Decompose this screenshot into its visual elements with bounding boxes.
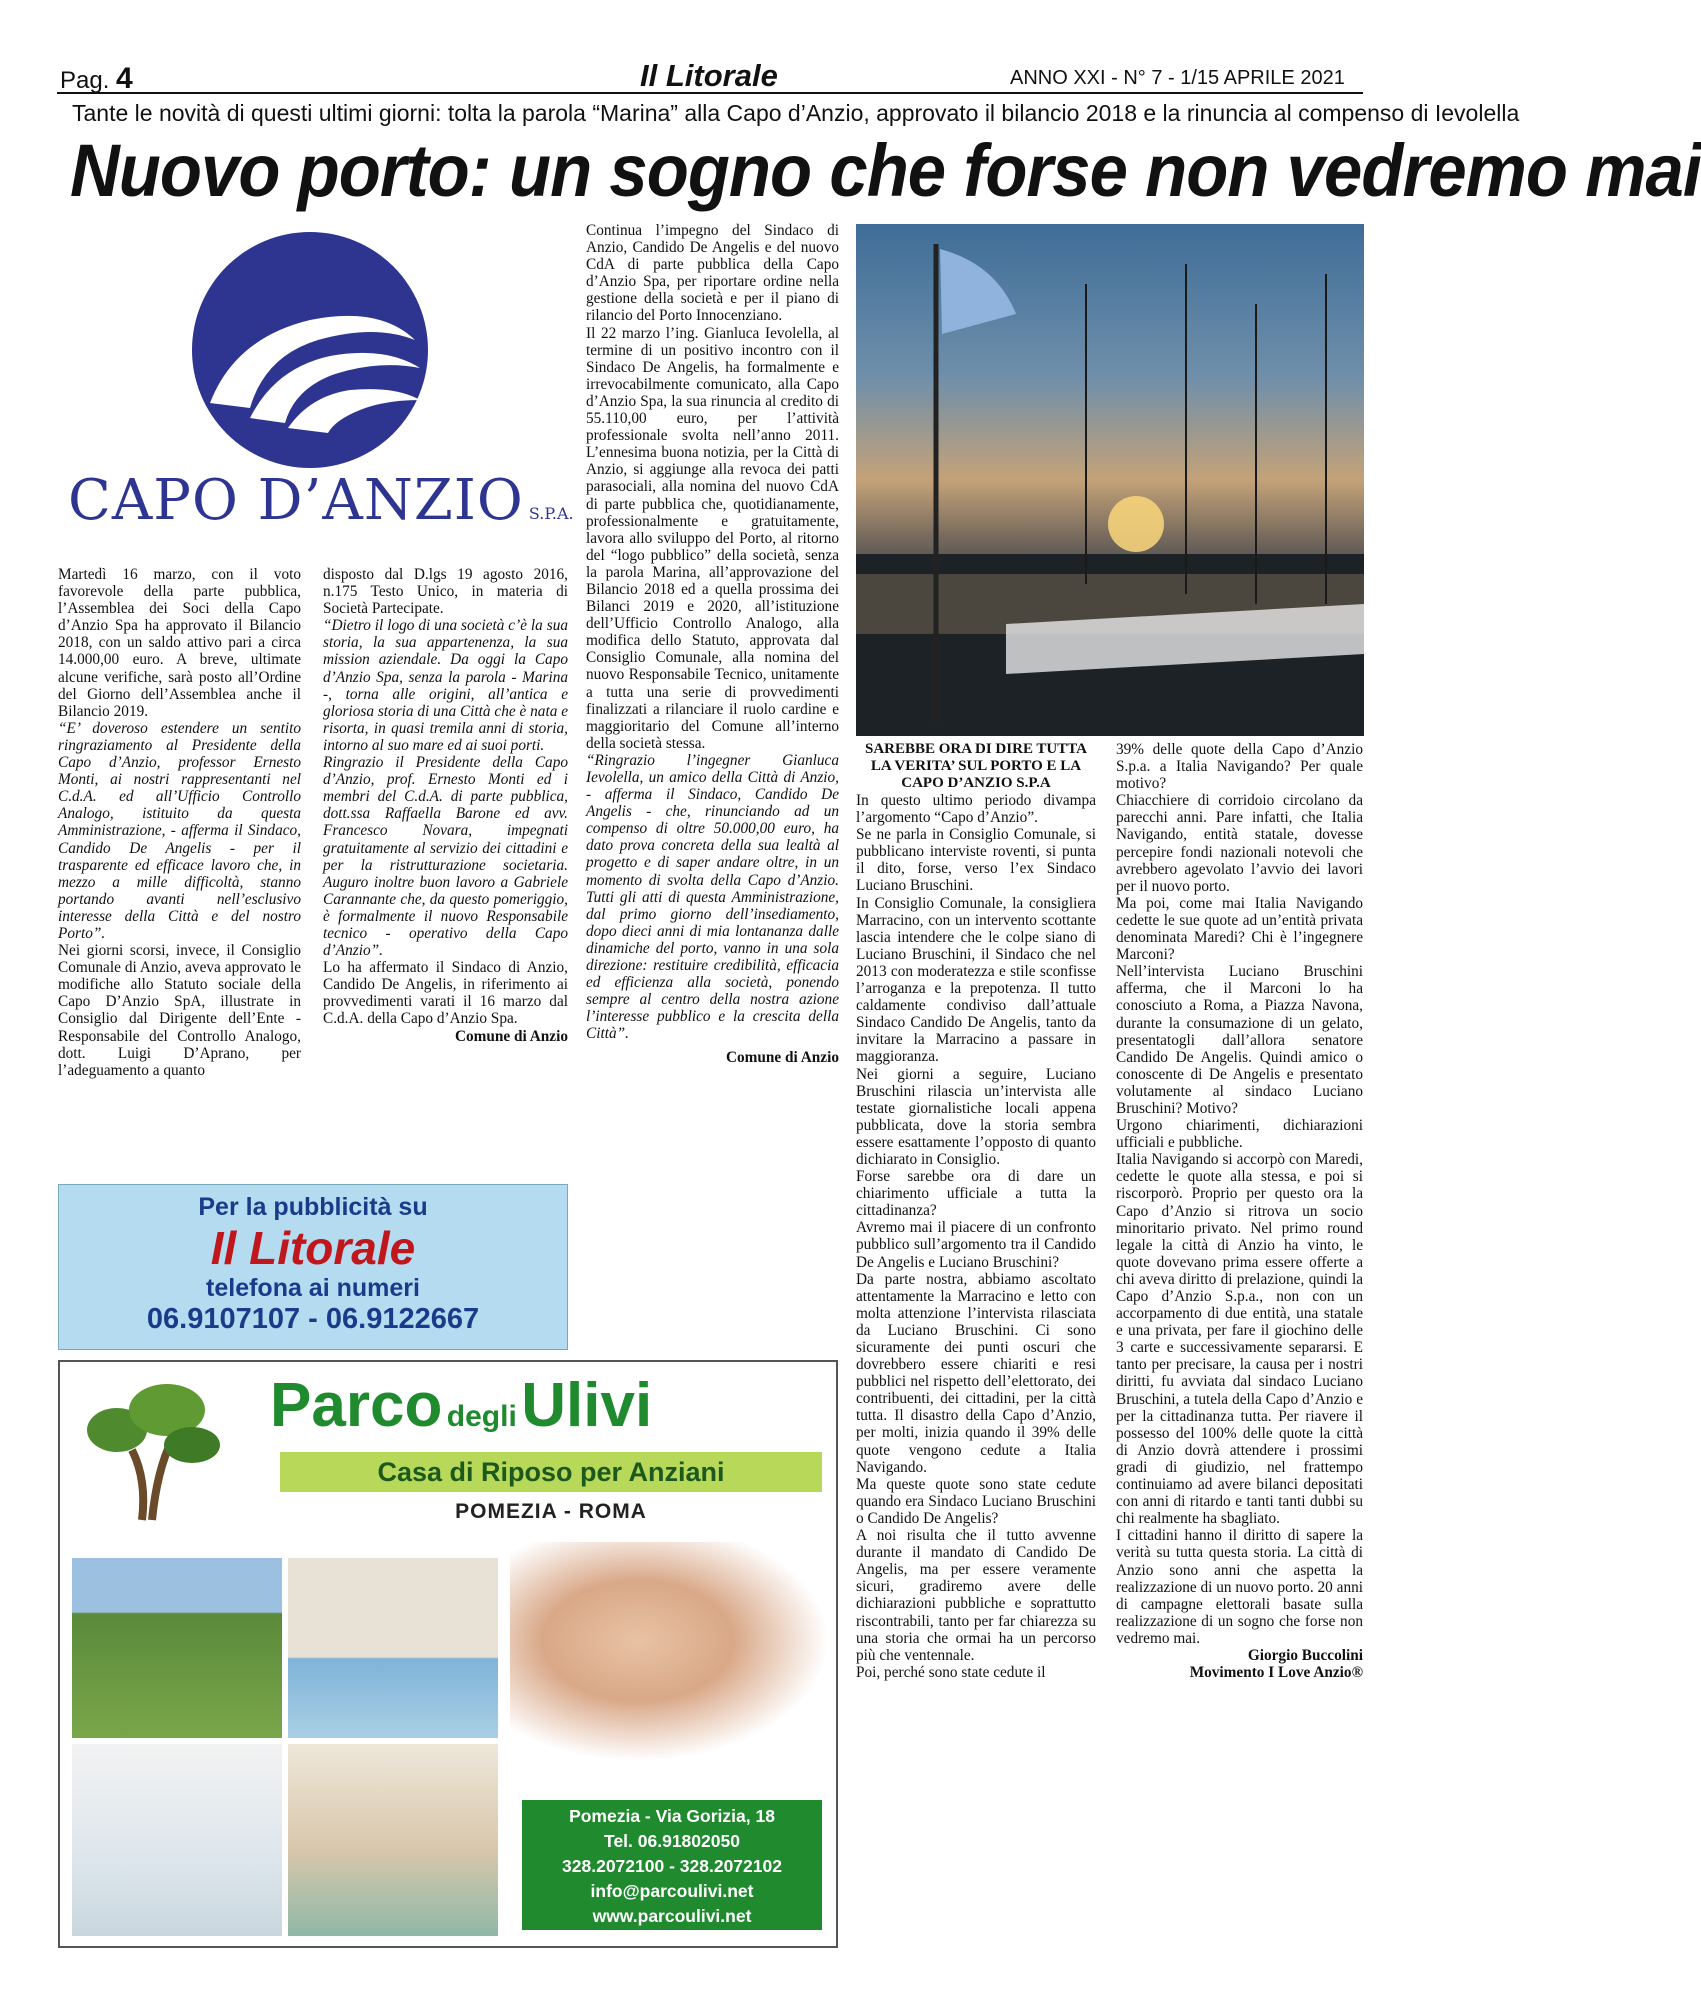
article1-signature: Comune di Anzio — [454, 1027, 568, 1045]
capo-danzio-logo — [60, 228, 574, 558]
ad2-brand3: Ulivi — [521, 1371, 653, 1440]
logo-emblem-icon — [60, 228, 560, 478]
ad2-contact-box — [522, 1800, 822, 1930]
article1-paragraph: “E’ doveroso estendere un sentito ringraziamento al Presidente della Capo d’Anzio, professor Ernesto Monti, ai nostri rappresentanti nel C.d.A. ed all’Ufficio Controllo Analogo, istituito da questa Amministrazione, - afferma il Sindaco, Candido De Angelis - per il trasparente ed efficace lavoro che, in mezzo a mille difficoltà, stanno portando avanti nell’esclusivo interesse della Città e del nostro Porto”. — [58, 719, 301, 942]
ad2-location: POMEZIA - ROMA — [455, 1500, 647, 1523]
article1-col1 — [58, 566, 301, 1178]
header-rule — [57, 92, 1363, 94]
article1-signature: Comune di Anzio — [725, 1048, 839, 1066]
article1-paragraph: Martedì 16 marzo, con il voto favorevole della parte pubblica, l’Assemblea dei Soci della Capo d’Anzio Spa ha approvato il Bilancio 2018, con un saldo attivo pari a circa 14.000,00 euro. A breve, ultimate alcune verifiche, sarà posto all’Ordine del Giorno dell’Assemblea anche il Bilancio 2019. — [58, 566, 301, 720]
ad2-address: Pomezia - Via Gorizia, 18 — [569, 1806, 775, 1826]
harbor-sunset-photo — [856, 224, 1364, 736]
page-number: Pag. 4 — [60, 62, 133, 95]
article2-col1 — [856, 741, 1096, 1941]
article2-paragraph: A noi risulta che il tutto avvenne durante il mandato di Candido De Angelis, ma per essere veramente sicuri, gradiremo avere delle dichiarazioni pubbliche e soprattutto riscontrabili, tanto per far chiarezza su una storia che ormai ha un percorso più che ventennale. — [856, 1527, 1096, 1664]
article2-paragraph: Nei giorni a seguire, Luciano Bruschini rilascia un’intervista alle testate giornalistiche locali appena pubblicata, dove la storia sembra essere esattamente l’opposto di quanto dichiarato in Consiglio. — [856, 1065, 1096, 1168]
ad2-photo-dining — [288, 1744, 498, 1936]
article1-paragraph: Ringrazio il Presidente della Capo d’Anzio, prof. Ernesto Monti ed i membri del C.d.A. di parte pubblica, dott.ssa Raffaella Barone ed avv. Francesco Novara, impegnati gratuitamente al servizio dei cittadini e per la ristrutturazione societaria. Auguro inoltre buon lavoro a Gabriele Carannante che, da questo pomeriggio, è formalmente il nuovo Responsabile tecnico - operativo della Capo d’Anzio”. — [323, 754, 568, 960]
article1-paragraph: “Dietro il logo di una società c’è la sua storia, la sua appartenenza, la sua mission aziendale. Da oggi la Capo d’Anzio Spa, senza la parola - Marina -, torna alle origini, all’antica e gloriosa storia di una Città che è nata e risorta, in quasi tremila anni di storia, intorno al suo mare ed ai suoi porti. — [323, 617, 568, 754]
article2-paragraph: Nell’intervista Luciano Bruschini afferma, che il Marconi lo ha conosciuto a Roma, a Piazza Navona, durante la consumazione di un gelato, presentatogli dall’allora senatore Candido De Angelis. Quindi amico o conoscente di De Angelis e presentato volutamente al sindaco Luciano Bruschini? Motivo? — [1116, 963, 1363, 1117]
ad2-brand1: Parco — [270, 1371, 443, 1440]
article1-paragraph: Il 22 marzo l’ing. Gianluca Ievolella, al termine di un positivo incontro con il Sindaco De Angelis, ha formalmente e irrevocabilmente comunicato, alla Capo d’Anzio Spa, la sua rinuncia al credito di 55.110,00 euro, per l’attività professionale svolta nell’anno 2011. L’ennesima buona notizia, per la Città di Anzio, si aggiunge alla revoca dei patti parasociali, alla nomina del nuovo CdA di parte pubblica che, quotidianamente, professionalmente e gratuitamente, lavora allo sviluppo del Porto, al ritorno del “logo pubblico” della società, senza la parola Marina, all’approvazione del Bilancio 2018 ed a quella prossima dei Bilanci 2019 e 2020, all’istituzione dell’Ufficio Controllo Analogo, alla modifica dello Statuto, approvata dal Consiglio Comunale, alla nomina del nuovo Responsabile Tecnico, unitamente a tutta una serie di provvedimenti finalizzati a rilanciare il ruolo cardine e maggioritario del Comune all’interno della società stessa. — [586, 324, 839, 752]
ad2-photo-elderly-couple — [510, 1542, 830, 1762]
article1-paragraph: “Ringrazio l’ingegner Gianluca Ievolella, un amico della Città di Anzio, - afferma il Sindaco, Candido De Angelis - che, rinunciando ad un compenso di oltre 50.000,00 euro, ha dato prova concreta della sua lealtà al progetto e di saper andare oltre, in un momento di svolta della Capo d’Anzio. Tutti gli atti di questa Amministrazione, dal primo giorno dell’insediamento, dopo dieci anni di mia lontananza dalle dinamiche del porto, vanno in una sola direzione: restituire credibilità, efficacia ed efficienza alla società, ponendo sempre al centro della nostra azione l’interesse pubblico e la crescita della Città”. — [586, 751, 839, 1043]
article1-paragraph: disposto dal D.lgs 19 agosto 2016, n.175 Testo Unico, in materia di Società Partecipate. — [323, 566, 568, 618]
ad2-email: info@parcoulivi.net — [590, 1881, 754, 1901]
olive-tree-icon — [72, 1370, 232, 1530]
article1-paragraph: Nei giorni scorsi, invece, il Consiglio Comunale di Anzio, aveva approvato le modifiche allo Statuto sociale della Capo D’Anzio SpA, illustrate in Consiglio dal Dirigente dell’Ente - Responsabile del Controllo Analogo, dott. Luigi D’Aprano, per l’adeguamento a quanto — [58, 942, 301, 1079]
article2-col2 — [1116, 741, 1363, 1956]
ad1-line1: Per la pubblicità su — [198, 1193, 428, 1221]
parco-ulivi-ad — [58, 1360, 838, 1948]
masthead: Il Litorale — [640, 58, 778, 93]
ad1-line2: telefona ai numeri — [206, 1274, 420, 1302]
ad2-mobile: 328.2072100 - 328.2072102 — [562, 1856, 782, 1876]
headline: Nuovo porto: un sogno che forse non vedremo mai — [70, 129, 1701, 212]
kicker: Tante le novità di questi ultimi giorni: tolta la parola “Marina” alla Capo d’Anzio, approvato il bilancio 2018 e la rinuncia al compenso di Ievolella — [72, 100, 1520, 126]
article2-signature-group: Movimento I Love Anzio® — [1189, 1664, 1363, 1682]
ad1-brand: Il Litorale — [210, 1222, 416, 1274]
article2-paragraph: Poi, perché sono state cedute il — [856, 1663, 1046, 1681]
article2-signature: Giorgio Buccolini — [1247, 1646, 1363, 1664]
article2-paragraph: 39% delle quote della Capo d’Anzio S.p.a. a Italia Navigando? Per quale motivo? — [1116, 741, 1363, 793]
ad2-brand2: degli — [446, 1400, 517, 1433]
article2-paragraph: Ma poi, come mai Italia Navigando cedette le sue quote ad un’entità privata denominata Maredi? Chi è l’ingegnere Marconi? — [1116, 894, 1363, 964]
ad2-tagline: Casa di Riposo per Anziani — [280, 1452, 822, 1492]
ad2-tel: Tel. 06.91802050 — [604, 1831, 740, 1851]
article2-paragraph: Se ne parla in Consiglio Comunale, si pubblicano interviste roventi, si punta il dito, forse, verso l’ex Sindaco Luciano Bruschini. — [856, 826, 1096, 895]
article2-paragraph: In Consiglio Comunale, la consigliera Marracino, con un intervento scottante lascia intendere che le colpe siano di Luciano Bruschini, il Sindaco che nel 2013 con moderatezza e stile sconfisse l’arroganza e la prepotenza. Il tutto caldamente condiviso dall’attuale Sindaco Candido De Angelis, tanto da invitare la Marracino a passare in maggioranza. — [856, 894, 1096, 1066]
article1-paragraph: Lo ha affermato il Sindaco di Anzio, Candido De Angelis, in riferimento ai provvedimenti varati il 16 marzo dal C.d.A. della Capo d’Anzio Spa. — [323, 959, 568, 1028]
article1-paragraph: Continua l’impegno del Sindaco di Anzio, Candido De Angelis e del nuovo CdA di parte pubblica della Capo d’Anzio Spa, per riportare ordine nella gestione della società e per il piano di rilancio del Porto Innocenziano. — [586, 222, 839, 325]
ad2-photo-bathroom — [72, 1744, 282, 1936]
article1-col2 — [323, 566, 568, 1178]
article2-paragraph: I cittadini hanno il diritto di sapere la verità su tutta questa storia. La città di Anzio sono anni che aspetta la realizzazione di un nuovo porto. 20 anni di campagne elettorali basate sulla realizzazione di un sogno che forse non vedremo mai. — [1116, 1527, 1363, 1647]
logo-name: CAPO D’ANZIO — [68, 468, 524, 533]
edition-info: ANNO XXI - N° 7 - 1/15 APRILE 2021 — [1010, 67, 1345, 89]
article2-paragraph: Forse sarebbe ora di dare un chiarimento ufficiale a tutta la cittadinanza? — [856, 1168, 1096, 1220]
ad2-photo-bedroom — [288, 1558, 498, 1738]
article2-title: SAREBBE ORA DI DIRE TUTTA LA VERITA’ SUL PORTO E LA CAPO D’ANZIO S.P.A — [864, 741, 1087, 791]
logo-suffix: S.P.A. — [528, 504, 574, 523]
ad2-photo-garden — [72, 1558, 282, 1738]
article1-col3 — [586, 222, 839, 1352]
article2-paragraph: In questo ultimo periodo divampa l’argomento “Capo d’Anzio”. — [856, 792, 1096, 827]
article2-paragraph: Urgono chiarimenti, dichiarazioni ufficiali e pubbliche. — [1116, 1117, 1363, 1152]
ad2-web: www.parcoulivi.net — [592, 1906, 752, 1926]
article2-paragraph: Ma queste quote sono state cedute quando era Sindaco Luciano Bruschini o Candido De Angelis? — [856, 1475, 1096, 1527]
advertising-box — [58, 1184, 568, 1350]
article2-paragraph: Da parte nostra, abbiamo ascoltato attentamente la Marracino e letto con molta attenzione l’intervista rilasciata da Luciano Bruschini. Ci sono sicuramente dei punti oscuri che dovrebbero essere chiariti e resi pubblici nel rispetto dell’elettorato, dei contribuenti, dei cittadini, per la città tutta. Il disastro della Capo d’Anzio, per molti, inizia quando il 39% delle quote vengono cedute a Italia Navigando. — [856, 1270, 1096, 1476]
article2-paragraph: Avremo mai il piacere di un confronto pubblico sull’argomento tra il Candido De Angelis e Luciano Bruschini? — [856, 1219, 1096, 1271]
article2-paragraph: Italia Navigando si accorpò con Maredi, cedette le quote alla stessa, e poi si riscorporò. Proprio per questo ora la Capo d’Anzio si ritrova un socio minoritario privato. Nel primo round legale la città di Anzio ha vinto, le quote dovevano prima essere offerte a chi aveva diritto di prelazione, quindi la Capo d’Anzio S.p.a., non con un accorpamento di due entità, una statale e una privata, per fare il giochino delle 3 carte e successivamente separarsi. E tanto per precisare, la causa per i nostri diritti, fu avviata dal sindaco Luciano Bruschini, a tutela della Capo d’Anzio e per la cittadinanza tutta. Per riavere il possesso del 100% delle quote la città di Anzio dovrà attendere i prossimi gradi di giudizio, nel frattempo continuiamo ad avere bilanci depositati con anni di ritardo e tanti tanti dubbi su chi realmente ha sbagliato. — [1116, 1151, 1363, 1528]
article2-paragraph: Chiacchiere di corridoio circolano da parecchi anni. Pare infatti, che Italia Navigando, entità statale, dovesse percepire fondi nazionali notevoli che avrebbero agevolato l’avvio dei lavori per il nuovo porto. — [1116, 792, 1363, 895]
ad1-phones: 06.9107107 - 06.9122667 — [146, 1303, 480, 1335]
